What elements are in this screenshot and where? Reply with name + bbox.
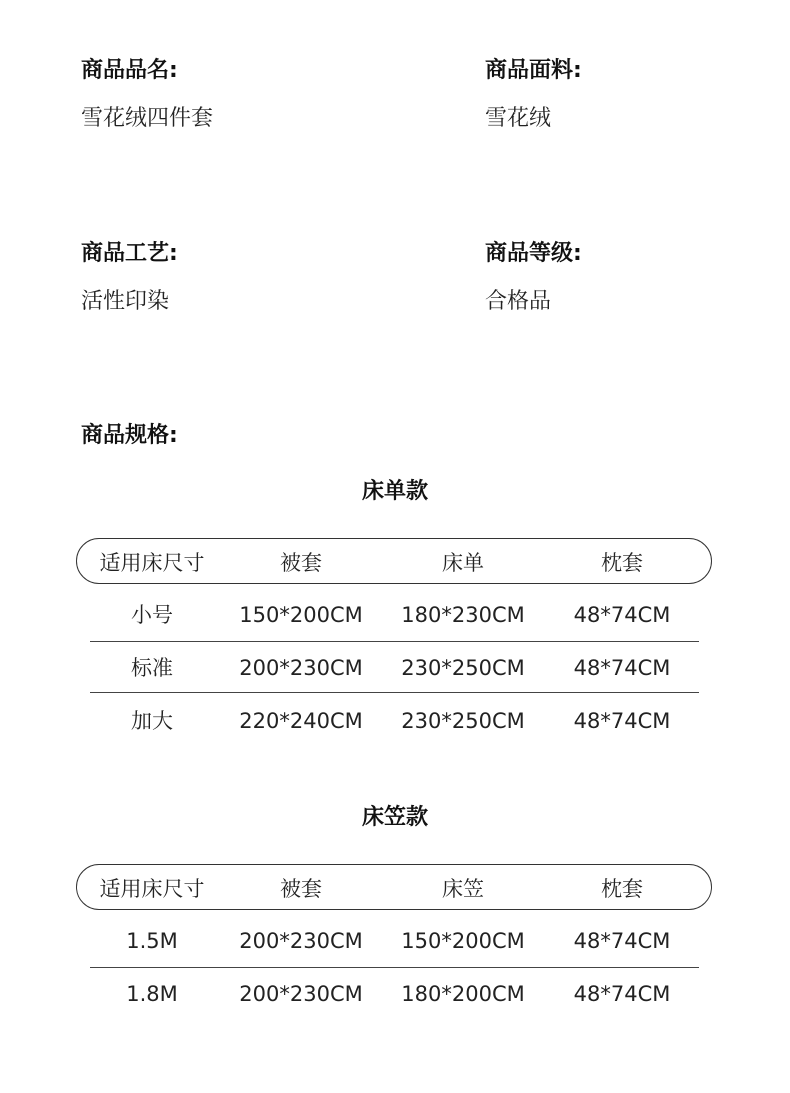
table-cell: 小号 xyxy=(131,603,173,627)
product-grade-label: 商品等级: xyxy=(485,241,582,266)
product-fabric-label: 商品面料: xyxy=(485,58,582,83)
fitted-header-pillowcase: 枕套 xyxy=(601,877,643,901)
product-spec-label: 商品规格: xyxy=(81,423,178,448)
product-name-value: 雪花绒四件套 xyxy=(81,106,214,131)
table-cell: 48*74CM xyxy=(573,603,671,627)
sheet-header-bed-size: 适用床尺寸 xyxy=(99,551,205,575)
table-cell: 180*200CM xyxy=(401,982,525,1006)
table-cell: 180*230CM xyxy=(401,603,525,627)
table-cell: 标准 xyxy=(131,656,173,680)
sheet-style-title: 床单款 xyxy=(361,479,428,504)
table-cell: 200*230CM xyxy=(239,982,363,1006)
product-fabric-value: 雪花绒 xyxy=(485,106,552,131)
table-cell: 1.8M xyxy=(126,982,178,1006)
row-divider xyxy=(90,967,699,968)
product-process-value: 活性印染 xyxy=(81,289,170,314)
sheet-header-pillowcase: 枕套 xyxy=(601,551,643,575)
field-product-grade xyxy=(485,240,582,316)
table-cell: 200*230CM xyxy=(239,929,363,953)
table-cell: 150*200CM xyxy=(239,603,363,627)
table-cell: 200*230CM xyxy=(239,656,363,680)
table-cell: 220*240CM xyxy=(239,709,363,733)
product-name-label: 商品品名: xyxy=(81,58,178,83)
product-process-label: 商品工艺: xyxy=(81,241,178,266)
table-cell: 230*250CM xyxy=(401,656,525,680)
fitted-header-bed-size: 适用床尺寸 xyxy=(99,877,205,901)
fitted-style-title: 床笠款 xyxy=(361,805,428,830)
fitted-header-fitted-sheet: 床笠 xyxy=(442,877,484,901)
table-cell: 1.5M xyxy=(126,929,178,953)
table-cell: 230*250CM xyxy=(401,709,525,733)
table-cell: 加大 xyxy=(131,709,173,733)
sheet-header-sheet: 床单 xyxy=(442,551,484,575)
table-cell: 48*74CM xyxy=(573,656,671,680)
field-product-fabric xyxy=(485,57,582,133)
fitted-header-duvet: 被套 xyxy=(280,877,322,901)
row-divider xyxy=(90,641,699,642)
table-cell: 48*74CM xyxy=(573,982,671,1006)
row-divider xyxy=(90,692,699,693)
table-cell: 48*74CM xyxy=(573,929,671,953)
product-grade-value: 合格品 xyxy=(485,289,552,314)
field-product-process xyxy=(81,240,178,316)
table-cell: 150*200CM xyxy=(401,929,525,953)
table-cell: 48*74CM xyxy=(573,709,671,733)
field-product-name xyxy=(81,57,213,133)
sheet-header-duvet: 被套 xyxy=(280,551,322,575)
